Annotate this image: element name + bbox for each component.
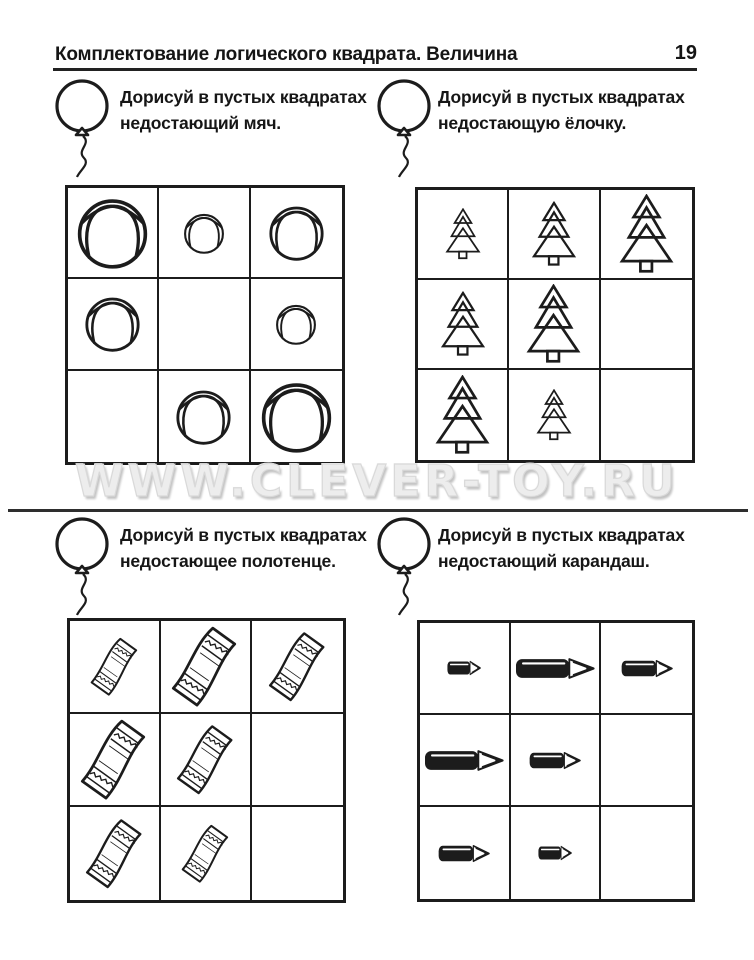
grid-cell[interactable] bbox=[161, 621, 252, 714]
page-number: 19 bbox=[674, 42, 697, 64]
ball-icon bbox=[84, 295, 141, 352]
tree-icon bbox=[438, 291, 488, 357]
grid-cell[interactable] bbox=[68, 279, 159, 370]
grid-cell[interactable] bbox=[418, 280, 509, 370]
grid-cell[interactable] bbox=[420, 807, 511, 899]
ball-icon bbox=[183, 212, 225, 254]
instruction-line-2: недостающую ёлочку. bbox=[438, 113, 627, 133]
grid-cell[interactable] bbox=[70, 714, 161, 807]
grid-cell[interactable] bbox=[70, 807, 161, 900]
pencil-icon bbox=[438, 844, 490, 863]
empty-cell[interactable] bbox=[252, 714, 343, 807]
balloon-icon bbox=[54, 78, 114, 178]
grid-cell[interactable] bbox=[511, 715, 602, 807]
grid-cell[interactable] bbox=[251, 188, 342, 279]
logic-grid-trees bbox=[415, 187, 695, 463]
ball-icon bbox=[275, 303, 317, 345]
instruction-line-1: Дорисуй в пустых квадратах bbox=[120, 525, 367, 545]
tree-icon bbox=[529, 201, 579, 267]
instruction-line-2: недостающий мяч. bbox=[120, 113, 281, 133]
empty-cell[interactable] bbox=[68, 371, 159, 462]
ball-icon bbox=[260, 380, 333, 453]
grid-cell[interactable] bbox=[511, 807, 602, 899]
instruction-text bbox=[120, 522, 410, 574]
instruction-line-2: недостающее полотенце. bbox=[120, 551, 336, 571]
grid-cell[interactable] bbox=[418, 190, 509, 280]
pencil-icon bbox=[529, 751, 581, 770]
towel-icon bbox=[80, 717, 149, 803]
grid-cell[interactable] bbox=[251, 371, 342, 462]
grid-cell[interactable] bbox=[68, 188, 159, 279]
grid-cell[interactable] bbox=[601, 190, 692, 280]
empty-cell[interactable] bbox=[159, 279, 250, 370]
tree-icon bbox=[443, 208, 483, 260]
ball-icon bbox=[76, 196, 149, 269]
instruction-line-1: Дорисуй в пустых квадратах bbox=[438, 87, 685, 107]
empty-cell[interactable] bbox=[601, 807, 692, 899]
grid-cell[interactable] bbox=[420, 715, 511, 807]
watermark: WWW.CLEVER-TOY.RU bbox=[75, 456, 679, 507]
grid-cell[interactable] bbox=[70, 621, 161, 714]
grid-cell[interactable] bbox=[159, 371, 250, 462]
instruction-line-2: недостающий карандаш. bbox=[438, 551, 650, 571]
pencil-icon bbox=[447, 660, 481, 676]
towel-icon bbox=[90, 636, 140, 698]
ball-icon bbox=[175, 388, 232, 445]
towel-icon bbox=[171, 624, 240, 710]
instruction-text bbox=[438, 84, 728, 136]
section-divider bbox=[8, 509, 748, 512]
towel-icon bbox=[181, 823, 231, 885]
tree-icon bbox=[616, 194, 677, 274]
grid-cell[interactable] bbox=[159, 188, 250, 279]
page-title: Комплектование логического квадрата. Величина bbox=[55, 44, 518, 65]
grid-cell[interactable] bbox=[509, 280, 600, 370]
instruction-text bbox=[120, 84, 410, 136]
tree-icon bbox=[534, 389, 574, 441]
pencil-icon bbox=[538, 845, 572, 861]
instruction-line-1: Дорисуй в пустых квадратах bbox=[438, 525, 685, 545]
grid-cell[interactable] bbox=[161, 714, 252, 807]
empty-cell[interactable] bbox=[601, 280, 692, 370]
grid-cell[interactable] bbox=[251, 279, 342, 370]
grid-cell[interactable] bbox=[509, 370, 600, 460]
balloon-icon bbox=[54, 516, 114, 616]
towel-icon bbox=[176, 723, 236, 797]
towel-icon bbox=[85, 817, 145, 891]
pencil-icon bbox=[621, 659, 673, 678]
pencil-icon bbox=[515, 657, 595, 680]
empty-cell[interactable] bbox=[601, 370, 692, 460]
logic-grid-towels bbox=[67, 618, 346, 903]
tree-icon bbox=[432, 375, 493, 455]
grid-cell[interactable] bbox=[509, 190, 600, 280]
balloon-icon bbox=[376, 78, 436, 178]
logic-grid-balls bbox=[65, 185, 345, 465]
header-divider bbox=[53, 68, 697, 71]
towel-icon bbox=[268, 630, 328, 704]
grid-cell[interactable] bbox=[161, 807, 252, 900]
tree-icon bbox=[523, 284, 584, 364]
instruction-text bbox=[438, 522, 728, 574]
empty-cell[interactable] bbox=[601, 715, 692, 807]
grid-cell[interactable] bbox=[420, 623, 511, 715]
grid-cell[interactable] bbox=[601, 623, 692, 715]
empty-cell[interactable] bbox=[252, 807, 343, 900]
grid-cell[interactable] bbox=[511, 623, 602, 715]
instruction-line-1: Дорисуй в пустых квадратах bbox=[120, 87, 367, 107]
balloon-icon bbox=[376, 516, 436, 616]
grid-cell[interactable] bbox=[252, 621, 343, 714]
grid-cell[interactable] bbox=[418, 370, 509, 460]
ball-icon bbox=[268, 204, 325, 261]
pencil-icon bbox=[424, 749, 504, 772]
logic-grid-pencils bbox=[417, 620, 695, 902]
